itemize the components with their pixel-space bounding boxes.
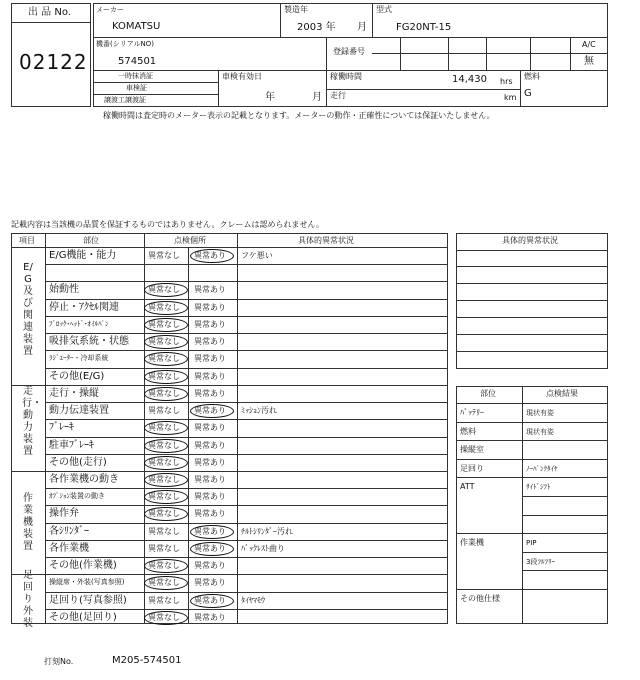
abnormal-label: 異常あり — [194, 526, 226, 536]
year-value: 2003 年 — [297, 22, 336, 33]
normal-circle-mark — [144, 301, 188, 315]
cert-temp-cancel: 一時抹消証 — [118, 72, 153, 80]
divider — [570, 37, 571, 70]
abnormal-label: 異常あり — [194, 354, 226, 364]
quality-note: 記載内容は当該機の品質を保証するものではありません。クレームは認められません。 — [11, 220, 324, 229]
result-part: 足回り — [460, 463, 484, 473]
normal-label: 異常なし — [148, 302, 180, 312]
stamp-label: 打刻No. — [44, 657, 74, 666]
divider — [237, 233, 238, 624]
row-divider — [45, 368, 448, 369]
result-row-divider — [456, 459, 608, 460]
year-label: 製造年 — [284, 5, 308, 14]
divider — [11, 22, 91, 23]
normal-label: 異常なし — [148, 337, 180, 347]
divider — [400, 37, 401, 70]
abnormal-label: 異常あり — [194, 285, 226, 295]
abnormal-circle-mark — [190, 249, 234, 263]
travel-label: 走行 — [330, 91, 346, 100]
row-detail: ﾐｯｼｮﾝ汚れ — [241, 406, 277, 416]
row-divider — [45, 523, 448, 524]
abnormal-label: 異常あり — [194, 457, 226, 467]
maker-label: メーカー — [96, 6, 124, 14]
row-part: E/G機能・能力 — [49, 250, 117, 261]
divider — [93, 70, 608, 71]
ac-label: A/C — [582, 40, 596, 49]
result-part: ATT — [460, 482, 475, 492]
row-part: ﾌﾞﾛｯｸ･ﾍｯﾄﾞ･ｵｲﾙﾊﾟﾝ — [49, 319, 109, 328]
model-value: FG20NT-15 — [396, 22, 452, 33]
row-divider — [45, 299, 448, 300]
abnormal-circle-mark — [190, 525, 234, 539]
side-row-divider — [456, 317, 608, 318]
group-divider — [11, 574, 448, 575]
normal-label: 異常なし — [148, 526, 180, 536]
row-part: その他(足回り) — [49, 611, 117, 623]
result-row-divider — [522, 552, 608, 553]
row-part: 各作業機 — [49, 542, 89, 554]
side-row-divider — [456, 300, 608, 301]
result-row-divider — [522, 570, 608, 571]
result-row-divider — [456, 533, 608, 534]
result-value: 現状有姿 — [526, 427, 554, 436]
normal-circle-mark — [144, 473, 188, 487]
row-part: 吸排気系統・状態 — [49, 336, 129, 348]
side-row-divider — [456, 283, 608, 284]
row-part: 各作業機の動き — [49, 473, 119, 485]
normal-circle-mark — [144, 439, 188, 453]
normal-label: 異常なし — [148, 612, 180, 622]
row-divider — [45, 437, 448, 438]
abnormal-label: 異常あり — [194, 388, 226, 398]
normal-label: 異常なし — [148, 371, 180, 381]
normal-circle-mark — [144, 456, 188, 470]
divider — [188, 247, 189, 624]
abnormal-label: 異常あり — [194, 319, 226, 329]
item-no-label: 出 品 No. — [28, 7, 71, 18]
header-detail: 具体的異常状況 — [298, 236, 354, 245]
hours-unit: hrs — [500, 77, 513, 86]
cert-transfer: 譲渡工譲渡証 — [104, 96, 146, 104]
model-label: 型式 — [376, 5, 392, 14]
row-part: その他(走行) — [49, 456, 107, 468]
row-detail: フケ悪い — [241, 251, 273, 260]
normal-label: 異常なし — [148, 595, 180, 605]
result-row-divider — [522, 515, 608, 516]
row-detail: ﾀｲﾔﾏﾓｳ — [241, 595, 265, 605]
row-divider — [45, 540, 448, 541]
abnormal-label: 異常あり — [194, 474, 226, 484]
fuel-label: 燃料 — [524, 72, 540, 81]
normal-circle-mark — [144, 318, 188, 332]
divider — [486, 37, 487, 70]
divider — [93, 82, 218, 83]
hours-label: 稼働時間 — [330, 72, 362, 81]
normal-label: 異常なし — [148, 440, 180, 450]
hours-note: 稼働時間は査定時のメーター表示の記載となります。メーターの動作・正確性については保証いたしません。 — [103, 111, 495, 120]
inspection-year: 年 — [265, 92, 275, 103]
inspection-date-label: 車検有効日 — [222, 72, 262, 81]
side-row-divider — [456, 351, 608, 352]
divider — [448, 37, 449, 70]
row-divider — [45, 264, 448, 265]
result-part: 操縦室 — [460, 445, 484, 455]
normal-label: 異常なし — [148, 354, 180, 364]
side-row-divider — [456, 266, 608, 267]
divider — [520, 70, 521, 107]
normal-label: 異常なし — [148, 423, 180, 433]
row-part: 動力伝達装置 — [49, 405, 109, 417]
divider — [11, 247, 448, 248]
result-value: 現状有姿 — [526, 409, 554, 417]
row-part: ｵﾌﾟｼｮﾝ装置の動き — [49, 492, 105, 501]
cert-inspection: 車検証 — [126, 84, 147, 92]
row-part: その他(E/G) — [49, 370, 105, 382]
row-divider — [45, 419, 448, 420]
divider — [372, 3, 373, 37]
divider — [93, 94, 218, 95]
row-part: ﾌﾞﾚｰｷ — [49, 422, 74, 434]
reg-label: 登録番号 — [333, 47, 365, 56]
side-row-divider — [456, 250, 608, 251]
normal-circle-mark — [144, 387, 188, 401]
row-divider — [45, 281, 448, 282]
normal-label: 異常なし — [148, 543, 180, 553]
divider — [280, 3, 281, 37]
row-divider — [45, 488, 448, 489]
result-row-divider — [456, 440, 608, 441]
row-part: 各ｼﾘﾝﾀﾞｰ — [49, 525, 89, 537]
divider — [218, 70, 219, 107]
row-divider — [45, 316, 448, 317]
normal-circle-mark — [144, 611, 188, 625]
result-part: 燃料 — [460, 426, 476, 436]
normal-label: 異常なし — [148, 509, 180, 519]
fuel-value: G — [524, 88, 532, 99]
abnormal-circle-mark — [190, 594, 234, 608]
abnormal-label: 異常あり — [194, 371, 226, 381]
divider — [326, 89, 520, 90]
normal-label: 異常なし — [148, 561, 180, 571]
side-detail-header: 具体的異常状況 — [502, 236, 558, 245]
result-row-divider — [456, 477, 608, 478]
result-header-part: 部位 — [480, 389, 496, 398]
row-part: 走行・操縦 — [49, 387, 99, 399]
result-header-result: 点検結果 — [546, 389, 578, 398]
result-part: その他仕様 — [460, 594, 500, 603]
normal-label: 異常なし — [148, 578, 180, 588]
row-divider — [45, 557, 448, 558]
row-divider — [45, 592, 448, 593]
ac-value: 無 — [584, 56, 594, 67]
abnormal-label: 異常あり — [194, 578, 226, 588]
normal-label: 異常なし — [148, 406, 180, 416]
group-label: E/G及び関連装置 — [23, 261, 33, 357]
result-row-divider — [456, 589, 608, 590]
row-divider — [45, 609, 448, 610]
divider — [530, 37, 531, 70]
serial-label: 機番(シリアルNO) — [96, 40, 154, 48]
hours-value: 14,430 — [452, 74, 487, 85]
normal-circle-mark — [144, 370, 188, 384]
normal-label: 異常なし — [148, 388, 180, 398]
row-divider — [45, 333, 448, 334]
result-value: ﾉｰﾊﾟﾝｸﾀｲﾔ — [526, 464, 558, 473]
row-part: 停止・ｱｸｾﾙ関連 — [49, 301, 119, 313]
normal-label: 異常なし — [148, 457, 180, 467]
divider — [372, 53, 608, 54]
abnormal-label: 異常あり — [194, 440, 226, 450]
row-part: 駐車ﾌﾞﾚｰｷ — [49, 439, 94, 451]
abnormal-label: 異常あり — [194, 561, 226, 571]
detail-side-table — [456, 233, 608, 369]
row-part: 操作弁 — [49, 508, 79, 520]
maker-value: KOMATSU — [112, 21, 161, 32]
abnormal-label: 異常あり — [194, 406, 226, 416]
result-part: ﾊﾞｯﾃﾘｰ — [460, 408, 484, 417]
group-label: 作業機装置 — [23, 492, 33, 552]
group-label: 走行・動力装置 — [22, 385, 42, 457]
row-part: 操縦席・外装(写真参照) — [49, 578, 125, 587]
result-part: 作業機 — [460, 538, 484, 548]
row-part: ﾗｼﾞｴｰﾀｰ・冷却系統 — [49, 354, 109, 363]
header-item: 項目 — [19, 236, 35, 245]
result-value: 3段ﾌﾙﾌﾘｰ — [526, 557, 555, 566]
abnormal-label: 異常あり — [194, 337, 226, 347]
month-suffix: 月 — [357, 22, 367, 33]
header-part: 部位 — [83, 236, 99, 245]
normal-label: 異常なし — [148, 285, 180, 295]
abnormal-label: 異常あり — [194, 595, 226, 605]
abnormal-label: 異常あり — [194, 543, 226, 553]
header-check: 点検個所 — [174, 236, 206, 245]
abnormal-label: 異常あり — [194, 423, 226, 433]
normal-label: 異常なし — [148, 251, 180, 260]
stamp-value: M205-574501 — [112, 655, 182, 666]
km-unit: km — [504, 93, 517, 102]
result-value: PIP — [526, 539, 537, 548]
row-divider — [45, 454, 448, 455]
result-header-divider — [456, 403, 608, 404]
result-row-divider — [456, 422, 608, 423]
abnormal-label: 異常あり — [194, 302, 226, 312]
group-divider — [11, 385, 448, 386]
divider — [45, 233, 46, 624]
row-part: 始動性 — [49, 284, 79, 296]
abnormal-label: 異常あり — [194, 251, 226, 260]
row-part: 足回り(写真参照) — [49, 594, 127, 606]
row-part: その他(作業機) — [49, 560, 117, 572]
abnormal-label: 異常あり — [194, 612, 226, 622]
abnormal-circle-mark — [190, 404, 234, 418]
abnormal-label: 異常あり — [194, 509, 226, 519]
result-value: ｻｲﾄﾞｼﾌﾄ — [526, 483, 551, 492]
row-detail: ﾁﾙﾄｼﾘﾝﾀﾞｰ汚れ — [241, 526, 293, 536]
abnormal-label: 異常あり — [194, 492, 226, 502]
normal-label: 異常なし — [148, 474, 180, 484]
row-divider — [45, 350, 448, 351]
row-divider — [45, 505, 448, 506]
row-divider — [45, 402, 448, 403]
group-label: 足回り外装 — [23, 570, 33, 630]
row-detail: ﾊﾞｯｸﾚｽﾄ曲り — [241, 543, 285, 553]
side-row-divider — [456, 334, 608, 335]
normal-label: 異常なし — [148, 492, 180, 502]
item-no-value: 02122 — [19, 50, 88, 74]
divider — [326, 37, 327, 107]
result-row-divider — [522, 496, 608, 497]
group-divider — [11, 471, 448, 472]
normal-label: 異常なし — [148, 319, 180, 329]
abnormal-circle-mark — [190, 542, 234, 556]
serial-value: 574501 — [118, 56, 157, 67]
inspection-month: 月 — [312, 92, 322, 103]
